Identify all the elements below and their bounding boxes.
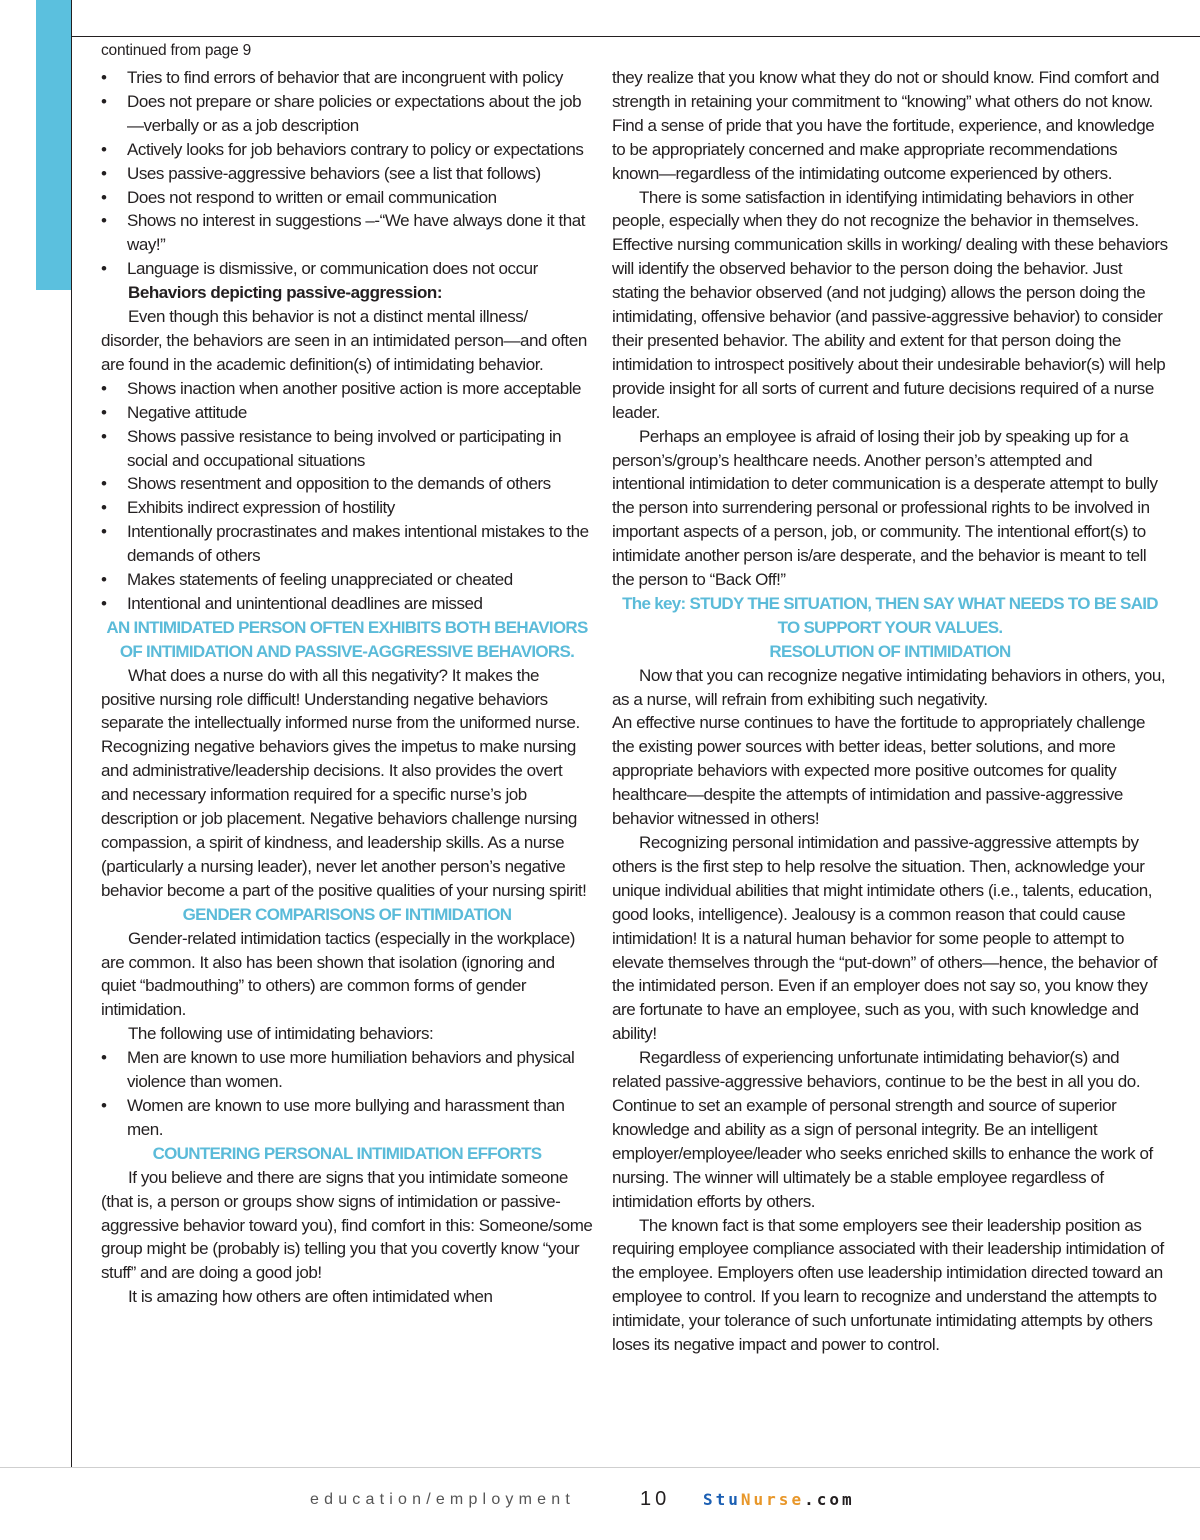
brand-com: .com [804, 1490, 855, 1509]
paragraph: It is amazing how others are often intimidated when [128, 1287, 493, 1307]
intimidation-bullet-list [101, 66, 593, 281]
left-column [101, 66, 593, 1309]
list-item: • Intentionally procrastinates and makes intentional mistakes to the demands of others [101, 520, 593, 568]
paragraph: The known fact is that some employers see their leadership position as requiring employee compliance associated with their leadership intimidation of the employee. Employers often use leadership intimidation directed toward an employee to control. If you learn to recognize and understand the attempts to intimidate, your tolerance of such unfortunate intimidating attempts by others loses its negative impact and power to control. [612, 1215, 1164, 1355]
footer-section: education/employment [310, 1491, 575, 1508]
section-heading: COUNTERING PERSONAL INTIMIDATION EFFORTS [152, 1143, 542, 1163]
paragraph: What does a nurse do with all this negativity? It makes the positive nursing role difficult! Understanding negative behaviors separate the intellectually informed nurse from the uniformed nurse. Recognizing negative behaviors gives the impetus to make nursing and administrative/leadership decisions. It also provides the overt and necessary information required for a specific nurse’s job description or job placement. Negative behaviors challenge nursing compassion, a spirit of kindness, and leadership skills. As a nurse (particularly a nursing leader), never let another person’s negative behavior become a part of the positive qualities of your nursing spirit! [101, 665, 587, 900]
paragraph: Recognizing personal intimidation and passive-aggressive attempts by others is the first step to help resolve the situation. Then, acknowledge your unique individual abilities that might intimidate others (i.e., talents, education, good looks, intelligence). Jealousy is a common reason that could cause intimidation! It is a natural human behavior for some people to attempt to elevate themselves through the “put-down” of others—hence, the behavior of the intimidated person. Even if an employer does not say so, you know they are fortunate to have an employee, such as you, with such knowledge and ability! [612, 833, 1158, 1044]
margin-rule [71, 0, 72, 1468]
list-item: • Shows passive resistance to being involved or participating in social and occupational situations [101, 425, 593, 473]
brand-logo [703, 1490, 855, 1509]
section-heading: AN INTIMIDATED PERSON OFTEN EXHIBITS BOTH BEHAVIORS OF INTIMIDATION AND PASSIVE-AGGRESSIVE BEHAVIORS. [106, 617, 588, 661]
list-item: • Does not respond to written or email communication [101, 186, 593, 210]
list-item: • Women are known to use more bullying and harassment than men. [101, 1094, 593, 1142]
paragraph: An effective nurse continues to have the fortitude to appropriately challenge the existing power sources with better ideas, better solutions, and more appropriate behaviors with expected more positive outcomes for quality healthcare—despite the attempts of intimidation and passive-aggressive behavior witnessed in others! [612, 713, 1146, 829]
page-footer [0, 1488, 1200, 1514]
list-item: • Exhibits indirect expression of hostility [101, 496, 593, 520]
paragraph: they realize that you know what they do not or should know. Find comfort and strength in retaining your commitment to “knowing” what others do not know. Find a sense of pride that you have the fortitude, experience, and knowledge to be appropriately concerned and make appropriate recommendations known—regardless of the intimidating outcome experienced by others. [612, 68, 1159, 183]
key-statement: The key: STUDY THE SITUATION, THEN SAY WHAT NEEDS TO BE SAID TO SUPPORT YOUR VALUES. [622, 593, 1158, 637]
list-item: • Shows resentment and opposition to the demands of others [101, 472, 593, 496]
brand-stu: Stu [703, 1490, 741, 1509]
list-item: • Makes statements of feeling unappreciated or cheated [101, 568, 593, 592]
list-item: • Shows inaction when another positive action is more acceptable [101, 377, 593, 401]
paragraph: Perhaps an employee is afraid of losing their job by speaking up for a person’s/group’s healthcare needs. Another person’s attempted and intentional intimidation to deter communication is a desperate attempt to bully the person into surrendering personal or professional rights to be involved in important aspects of a person, job, or community. The intentional effort(s) to intimidate another person is/are desperate, and the behavior is meant to tell the person to “Back Off!” [612, 426, 1158, 590]
paragraph: Even though this behavior is not a distinct mental illness/ disorder, the behaviors are seen in an intimidated person—and often are found in the academic definition(s) of intimidating behavior. [101, 307, 587, 374]
accent-bar [36, 0, 72, 290]
list-item: • Does not prepare or share policies or expectations about the job—verbally or as a job description [101, 90, 593, 138]
page-number: 10 [640, 1488, 671, 1510]
continued-note: continued from page 9 [101, 42, 252, 59]
paragraph: Regardless of experiencing unfortunate intimidating behavior(s) and related passive-aggressive behaviors, continue to be the best in all you do. Continue to set an example of personal strength and source of superior knowledge and ability as a sign of personal integrity. Be an intelligent employer/employee/leader who seeks enriched skills to enhance the work of nursing. The winner will ultimately be a stable employee regardless of intimidation efforts by others. [612, 1048, 1153, 1211]
passive-aggression-bullet-list [101, 377, 593, 616]
paragraph: Now that you can recognize negative intimidating behaviors in others, you, as a nurse, will refrain from exhibiting such negativity. [612, 665, 1166, 709]
passive-aggression-subhead: Behaviors depicting passive-aggression: [128, 283, 443, 303]
brand-nurse: Nurse [740, 1490, 805, 1509]
section-heading: RESOLUTION OF INTIMIDATION [769, 641, 1011, 661]
header-rule [72, 36, 1200, 37]
list-item: • Intentional and unintentional deadlines are missed [101, 592, 593, 616]
list-item: • Actively looks for job behaviors contrary to policy or expectations [101, 138, 593, 162]
paragraph: If you believe and there are signs that you intimidate someone (that is, a person or groups show signs of intimidation or passive-aggressive behavior toward you), find comfort in this: Someone/some group might be (probably is) telling you that you covertly know “your stuff” and are doing a good job! [101, 1167, 593, 1283]
gender-bullet-list [101, 1046, 593, 1142]
list-item: • Tries to find errors of behavior that are incongruent with policy [101, 66, 593, 90]
list-item: • Men are known to use more humiliation behaviors and physical violence than women. [101, 1046, 593, 1094]
right-column [612, 66, 1168, 1357]
section-heading: GENDER COMPARISONS OF INTIMIDATION [182, 904, 512, 924]
list-item: • Language is dismissive, or communication does not occur [101, 257, 593, 281]
paragraph: There is some satisfaction in identifying intimidating behaviors in other people, especially when they do not recognize the behavior in themselves. Effective nursing communication skills in working/ dealing with these behaviors will identify the observed behavior to the person doing the behavior. Just stating the behavior observed (and not judging) allows the person doing the intimidating, offensive behavior (and passive-aggressive behavior) to consider their presented behavior. The ability and extent for that person doing the intimidation to introspect positively about their undesirable behavior(s) will help provide insight for all sorts of current and future decisions required of a nurse leader. [612, 187, 1168, 422]
list-item: • Shows no interest in suggestions –-“We have always done it that way!” [101, 209, 593, 257]
list-item: • Negative attitude [101, 401, 593, 425]
paragraph: Gender-related intimidation tactics (especially in the workplace) are common. It also has been shown that isolation (ignoring and quiet “badmouthing” to others) are common forms of gender intimidation. [101, 928, 575, 1020]
list-item: • Uses passive-aggressive behaviors (see a list that follows) [101, 162, 593, 186]
paragraph: The following use of intimidating behaviors: [128, 1024, 434, 1044]
footer-rule [0, 1467, 1200, 1468]
